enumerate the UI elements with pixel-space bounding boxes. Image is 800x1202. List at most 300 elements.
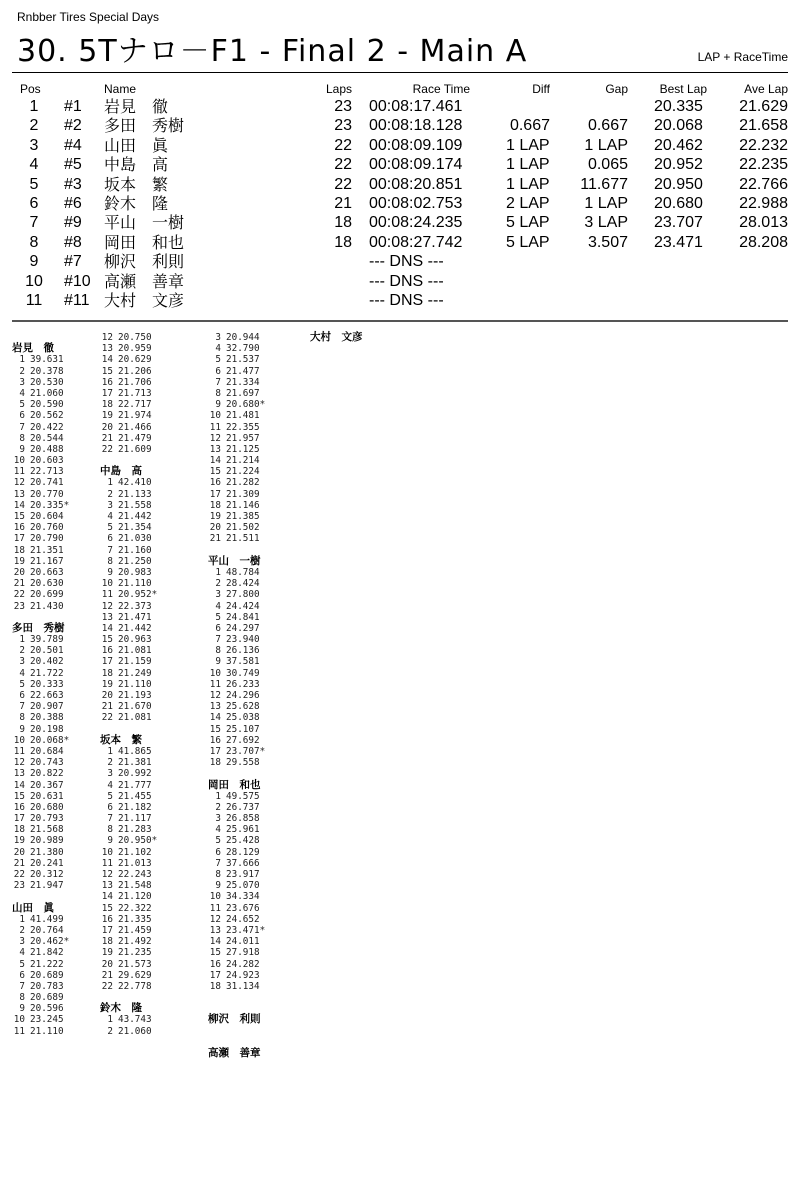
lap-time: 21.214 [226, 455, 260, 467]
lap-entry [100, 388, 200, 399]
lap-number: 18 [13, 824, 25, 836]
lap-entry [208, 354, 308, 365]
lap-entry [12, 511, 112, 522]
lap-number: 11 [13, 745, 25, 757]
lap-number: 7 [215, 857, 221, 869]
lap-number: 16 [13, 801, 25, 813]
report-title: 30. 5Tナロ－F1 - Final 2 - Main A [17, 34, 528, 69]
lap-entry [208, 858, 308, 869]
lap-entry [208, 466, 308, 477]
lap-number: 4 [215, 600, 221, 612]
driver-name-cell: 岩見 徹 [104, 97, 169, 116]
lap-entry [208, 500, 308, 511]
lap-number: 3 [215, 589, 221, 601]
diff-cell: 5 LAP [506, 214, 550, 232]
lap-time: 20.388 [30, 712, 64, 724]
lap-entry [12, 668, 112, 679]
lap-number: 19 [101, 410, 113, 422]
lap-number: 22 [13, 869, 25, 880]
lap-time: 20.770 [30, 488, 64, 500]
lap-time: 24.011 [226, 936, 260, 948]
col-diff-header: Diff [532, 82, 550, 96]
lap-number: 17 [209, 745, 221, 757]
lap-time: 20.952* [118, 589, 158, 601]
lap-time: 21.502 [226, 522, 260, 534]
lap-time: 20.501 [30, 645, 64, 657]
lap-time: 25.107 [226, 723, 260, 735]
lap-time: 21.060 [118, 1025, 152, 1037]
lap-entry [100, 612, 200, 623]
lap-number: 10 [209, 891, 221, 903]
result-row [0, 252, 800, 271]
best-lap-cell: 20.335 [654, 98, 703, 115]
lap-number: 18 [209, 980, 221, 992]
laps-cell: 22 [334, 175, 352, 193]
lap-time: 24.652 [226, 913, 260, 925]
lap-time: 21.354 [118, 522, 152, 534]
lap-time: 23.940 [226, 634, 260, 646]
lap-entry [100, 802, 200, 813]
lap-entry [12, 578, 112, 589]
lap-number: 9 [107, 835, 113, 847]
lap-entry [208, 433, 308, 444]
lap-time: 21.193 [118, 690, 152, 701]
lap-entry [12, 914, 112, 925]
lap-time: 20.488 [30, 443, 64, 455]
lap-entry [100, 477, 200, 488]
lap-entry [208, 891, 308, 902]
race-time-cell: 00:08:24.235 [369, 214, 463, 232]
lap-number: 16 [209, 958, 221, 970]
race-time-cell: 00:08:09.174 [369, 156, 463, 174]
ave-lap-cell: 21.629 [739, 98, 788, 115]
driver-name-cell: 柳沢 利則 [104, 252, 185, 272]
lap-entry [100, 422, 200, 433]
lap-number: 11 [209, 678, 221, 690]
lap-time: 21.235 [118, 947, 152, 959]
lap-entry [12, 735, 112, 746]
lap-entry [208, 601, 308, 612]
lap-time: 21.609 [118, 443, 152, 455]
result-row [0, 175, 800, 194]
col-best-lap-header: Best Lap [659, 82, 707, 96]
spacer [208, 992, 308, 1003]
lap-time: 21.722 [30, 667, 64, 679]
lap-entry [12, 780, 112, 791]
lap-number: 5 [19, 399, 25, 411]
lap-entry [12, 835, 112, 846]
lap-number: 7 [107, 813, 113, 825]
lap-number: 22 [101, 980, 113, 992]
lap-entry [208, 802, 308, 813]
lap-entry [100, 1026, 200, 1037]
lap-number: 12 [101, 332, 113, 343]
lap-column [310, 332, 410, 343]
lap-number: 17 [209, 969, 221, 981]
lap-entry [100, 522, 200, 533]
lap-number: 20 [13, 846, 25, 858]
lap-time: 20.689 [30, 992, 64, 1004]
lap-entry [12, 791, 112, 802]
lap-entry [100, 847, 200, 858]
lap-entry [208, 847, 308, 858]
lap-number: 11 [209, 902, 221, 914]
lap-number: 10 [13, 455, 25, 467]
lap-entry [208, 981, 308, 992]
lap-number: 8 [107, 555, 113, 567]
lap-entry [100, 869, 200, 880]
lap-time: 21.335 [118, 913, 152, 925]
lap-number: 6 [19, 410, 25, 422]
lap-number: 14 [13, 499, 25, 511]
lap-time: 20.402 [30, 656, 64, 668]
lap-time: 22.663 [30, 690, 64, 701]
lap-number: 4 [215, 343, 221, 355]
lap-entry [12, 533, 112, 544]
lap-number: 19 [13, 835, 25, 847]
lap-entry [100, 343, 200, 354]
lap-entry [100, 712, 200, 723]
lap-entry [100, 399, 200, 410]
lap-time: 21.492 [118, 936, 152, 948]
col-ave-lap-header: Ave Lap [744, 82, 788, 96]
lap-number: 13 [13, 488, 25, 500]
race-time-cell: 00:08:27.742 [369, 233, 463, 251]
lap-entry [12, 422, 112, 433]
lap-number: 4 [19, 667, 25, 679]
lap-number: 20 [13, 566, 25, 578]
lap-number: 3 [215, 813, 221, 825]
lap-time: 20.629 [118, 354, 152, 366]
lap-entry [208, 455, 308, 466]
lap-number: 5 [107, 522, 113, 534]
lap-number: 22 [13, 589, 25, 601]
lap-number: 2 [215, 578, 221, 590]
lap-number: 21 [13, 857, 25, 869]
lap-time: 21.777 [118, 779, 152, 791]
car-number-cell: #1 [64, 98, 82, 115]
lap-time: 21.385 [226, 511, 260, 522]
lap-number: 3 [19, 376, 25, 388]
lap-number: 8 [215, 869, 221, 880]
report-mode-label: LAP + RaceTime [697, 50, 788, 64]
lap-number: 18 [101, 399, 113, 411]
lap-entry [12, 1014, 112, 1025]
lap-entry [208, 366, 308, 377]
lap-time: 20.689 [30, 969, 64, 981]
lap-time: 20.378 [30, 365, 64, 377]
lap-number: 3 [215, 332, 221, 343]
lap-entry [208, 746, 308, 757]
result-row [0, 233, 800, 252]
gap-cell: 0.065 [587, 156, 628, 174]
lap-entry [208, 422, 308, 433]
lap-time: 23.676 [226, 902, 260, 914]
diff-cell: 2 LAP [506, 194, 550, 212]
lap-time: 20.462* [30, 936, 70, 948]
lap-entry [100, 634, 200, 645]
lap-entry [12, 634, 112, 645]
lap-number: 2 [107, 757, 113, 769]
lap-time: 21.713 [118, 387, 152, 399]
lap-time: 21.282 [226, 477, 260, 489]
col-name-header: Name [104, 82, 137, 96]
lap-number: 13 [209, 701, 221, 713]
lap-number: 7 [215, 376, 221, 388]
result-row [0, 291, 800, 310]
lap-entry [208, 410, 308, 421]
lap-entry [100, 354, 200, 365]
lap-entry [208, 936, 308, 947]
lap-time: 25.428 [226, 835, 260, 847]
lap-time: 20.422 [30, 421, 64, 433]
lap-entry [12, 366, 112, 377]
lap-entry [208, 959, 308, 970]
lap-number: 21 [13, 578, 25, 590]
lap-time: 20.743 [30, 757, 64, 769]
race-time-cell: 00:08:18.128 [369, 117, 463, 135]
car-number-cell: #10 [64, 272, 91, 290]
lap-entry [208, 925, 308, 936]
lap-entry [100, 511, 200, 522]
lap-time: 21.442 [118, 511, 152, 522]
lap-number: 6 [19, 690, 25, 701]
lap-number: 7 [19, 421, 25, 433]
lap-number: 11 [101, 589, 113, 601]
pos-cell: 3 [29, 136, 39, 154]
lap-time: 21.206 [118, 365, 152, 377]
lap-entry [12, 712, 112, 723]
lap-entry [208, 377, 308, 388]
lap-time: 21.351 [30, 544, 64, 556]
lap-number: 17 [101, 924, 113, 936]
diff-cell: 1 LAP [506, 175, 550, 193]
lap-entry [100, 567, 200, 578]
lap-number: 16 [101, 376, 113, 388]
lap-entry [12, 869, 112, 880]
gap-cell: 11.677 [580, 175, 628, 193]
lap-time: 30.749 [226, 667, 260, 679]
lap-number: 12 [101, 869, 113, 880]
lap-number: 21 [209, 533, 221, 545]
result-row [0, 194, 800, 213]
lap-number: 1 [19, 354, 25, 366]
lap-number: 1 [215, 566, 221, 578]
lap-time: 20.562 [30, 410, 64, 422]
lap-entry [100, 656, 200, 667]
lap-number: 9 [215, 880, 221, 892]
result-row [0, 97, 800, 116]
lap-number: 2 [107, 488, 113, 500]
lap-time: 23.245 [30, 1014, 64, 1026]
lap-number: 11 [209, 421, 221, 433]
lap-time: 37.666 [226, 857, 260, 869]
lap-entry [208, 735, 308, 746]
lap-time: 20.684 [30, 745, 64, 757]
lap-entry [12, 455, 112, 466]
lap-number: 7 [215, 634, 221, 646]
lap-entry [100, 936, 200, 947]
spacer [12, 891, 112, 902]
lap-time: 20.680* [226, 399, 266, 411]
lap-number: 10 [101, 846, 113, 858]
lap-number: 8 [19, 432, 25, 444]
lap-number: 6 [215, 846, 221, 858]
result-row [0, 272, 800, 291]
lap-entry [208, 567, 308, 578]
lap-number: 18 [209, 499, 221, 511]
best-lap-cell: 23.471 [654, 233, 703, 251]
lap-number: 3 [19, 936, 25, 948]
lap-entry [12, 332, 112, 343]
lap-entry [100, 489, 200, 500]
lap-entry [100, 914, 200, 925]
lap-entry [100, 679, 200, 690]
lap-entry [12, 545, 112, 556]
lap-entry [100, 746, 200, 757]
lap-entry [12, 724, 112, 735]
lap-entry [208, 757, 308, 768]
lap-time: 21.466 [118, 421, 152, 433]
lap-time: 25.038 [226, 712, 260, 724]
pos-cell: 6 [29, 194, 39, 212]
lap-number: 16 [209, 734, 221, 746]
pos-cell: 11 [25, 291, 43, 309]
lap-time: 21.537 [226, 354, 260, 366]
lap-entry [100, 701, 200, 712]
lap-entry [208, 947, 308, 958]
lap-number: 2 [19, 924, 25, 936]
lap-number: 14 [101, 891, 113, 903]
lap-number: 1 [107, 477, 113, 489]
lap-time: 49.575 [226, 790, 260, 802]
lap-number: 4 [19, 387, 25, 399]
lap-entry [208, 690, 308, 701]
lap-entry [12, 824, 112, 835]
lap-entry [100, 377, 200, 388]
lap-entry [208, 399, 308, 410]
lap-entry [208, 813, 308, 824]
lap-number: 10 [13, 734, 25, 746]
lap-number: 14 [209, 455, 221, 467]
driver-lap-heading: 山田 眞 [12, 901, 54, 914]
lap-time: 21.110 [118, 578, 152, 590]
lap-entry [12, 1003, 112, 1014]
lap-number: 8 [215, 387, 221, 399]
lap-number: 2 [107, 1025, 113, 1037]
lap-entry [208, 712, 308, 723]
lap-entry [208, 656, 308, 667]
col-laps-header: Laps [325, 82, 352, 96]
lap-time: 21.102 [118, 846, 152, 858]
driver-name-cell: 平山 一樹 [104, 213, 185, 233]
best-lap-cell: 23.707 [654, 214, 703, 232]
lap-time: 29.629 [118, 969, 152, 981]
lap-entry [100, 903, 200, 914]
lap-time: 21.957 [226, 432, 260, 444]
lap-time: 20.699 [30, 589, 64, 601]
result-row [0, 213, 800, 232]
lap-column [100, 332, 200, 1037]
lap-number: 21 [101, 969, 113, 981]
lap-column [208, 332, 308, 1059]
lap-entry [208, 701, 308, 712]
lap-time: 22.355 [226, 421, 260, 433]
lap-entry [208, 444, 308, 455]
lap-entry [12, 500, 112, 511]
lap-entry [100, 645, 200, 656]
lap-entry [208, 824, 308, 835]
lap-entry [208, 489, 308, 500]
lap-entry [12, 567, 112, 578]
pos-cell: 10 [25, 272, 43, 290]
spacer [208, 1026, 308, 1037]
lap-entry [100, 332, 200, 343]
diff-cell: 5 LAP [506, 233, 550, 251]
driver-lap-heading: 中島 高 [100, 465, 142, 478]
lap-entry [12, 444, 112, 455]
lap-number: 2 [19, 645, 25, 657]
lap-time: 24.297 [226, 622, 260, 634]
lap-number: 9 [215, 399, 221, 411]
lap-time: 24.841 [226, 611, 260, 623]
lap-number: 9 [19, 443, 25, 455]
lap-number: 1 [19, 634, 25, 646]
lap-number: 20 [101, 958, 113, 970]
diff-cell: 1 LAP [506, 136, 550, 154]
lap-number: 15 [101, 902, 113, 914]
lap-number: 3 [107, 768, 113, 780]
lap-number: 5 [215, 611, 221, 623]
lap-time: 20.367 [30, 779, 64, 791]
lap-time: 23.471* [226, 924, 266, 936]
lap-number: 12 [13, 757, 25, 769]
lap-time: 23.707* [226, 745, 266, 757]
driver-name-cell: 山田 眞 [104, 135, 169, 155]
lap-number: 7 [107, 544, 113, 556]
lap-entry [12, 936, 112, 947]
lap-time: 21.283 [118, 824, 152, 836]
lap-time: 20.335* [30, 499, 70, 511]
results-divider [12, 320, 788, 322]
lap-number: 2 [19, 365, 25, 377]
lap-number: 5 [19, 678, 25, 690]
lap-entry [208, 522, 308, 533]
lap-time: 25.628 [226, 701, 260, 713]
car-number-cell: #5 [64, 156, 82, 174]
driver-lap-heading: 柳沢 利則 [208, 1013, 261, 1026]
lap-time: 21.060 [30, 387, 64, 399]
lap-number: 13 [209, 924, 221, 936]
lap-entry [208, 477, 308, 488]
race-time-cell: 00:08:09.109 [369, 136, 463, 154]
lap-time: 20.783 [30, 980, 64, 992]
lap-column [12, 332, 112, 1037]
lap-number: 7 [19, 980, 25, 992]
lap-time: 20.992 [118, 768, 152, 780]
col-gap-header: Gap [605, 82, 628, 96]
lap-time: 20.630 [30, 578, 64, 590]
lap-number: 4 [19, 947, 25, 959]
lap-number: 19 [101, 678, 113, 690]
pos-cell: 5 [29, 175, 39, 193]
lap-number: 6 [215, 365, 221, 377]
lap-time: 21.110 [118, 678, 152, 690]
lap-entry [12, 354, 112, 365]
lap-number: 19 [13, 555, 25, 567]
lap-time: 21.573 [118, 958, 152, 970]
lap-time: 21.568 [30, 824, 64, 836]
